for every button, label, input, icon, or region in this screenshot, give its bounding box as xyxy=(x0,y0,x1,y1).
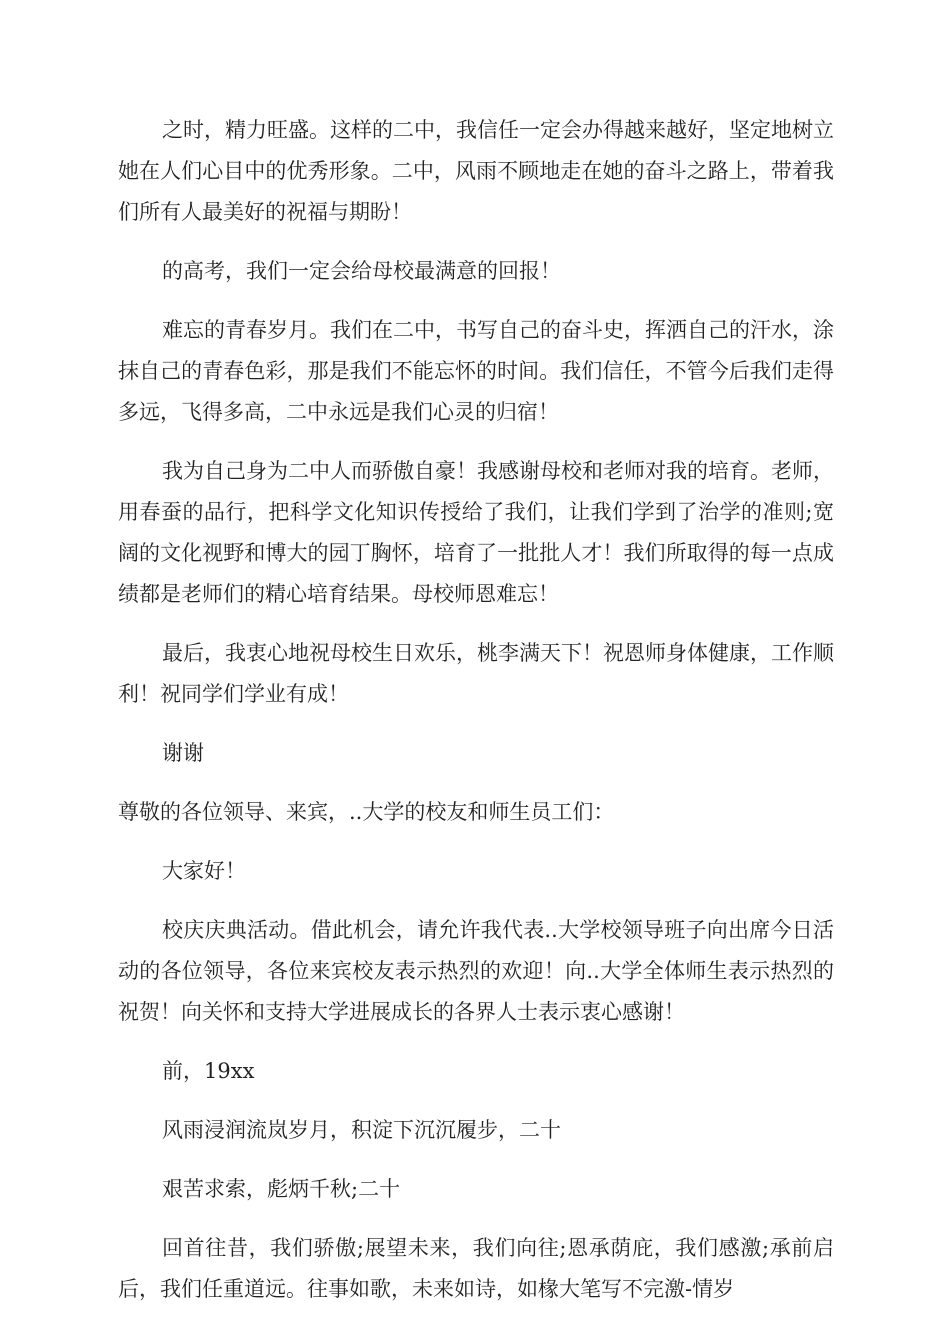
paragraph-6: 谢谢 xyxy=(162,741,204,765)
paragraph-8: 大家好！ xyxy=(162,859,246,883)
paragraph-10: 前，19xx xyxy=(162,1059,255,1083)
document-body xyxy=(118,110,834,1328)
paragraph-13: 回首往昔，我们骄傲;展望未来，我们向往;恩承荫庇，我们感激;承前启后，我们任重道远。往事如歌，未来如诗，如椽大笔写不完激-情岁 xyxy=(118,1236,834,1301)
paragraph-12: 艰苦求索，彪炳千秋;二十 xyxy=(162,1177,401,1201)
paragraph-5: 最后，我衷心地祝母校生日欢乐，桃李满天下！祝恩师身体健康，工作顺利！祝同学们学业有成！ xyxy=(118,641,834,706)
paragraph-11: 风雨浸润流岚岁月，积淀下沉沉履步，二十 xyxy=(162,1118,561,1142)
paragraph-1: 之时，精力旺盛。这样的二中，我信任一定会办得越来越好，坚定地树立她在人们心目中的优秀形象。二中，风雨不顾地走在她的奋斗之路上，带着我们所有人最美好的祝福与期盼！ xyxy=(118,118,834,224)
paragraph-2: 的高考，我们一定会给母校最满意的回报！ xyxy=(162,259,561,283)
paragraph-3: 难忘的青春岁月。我们在二中，书写自己的奋斗史，挥洒自己的汗水，涂抹自己的青春色彩，那是我们不能忘怀的时间。我们信任，不管今后我们走得多远，飞得多高，二中永远是我们心灵的归宿！ xyxy=(118,318,834,424)
paragraph-7: 尊敬的各位领导、来宾，..大学的校友和师生员工们： xyxy=(118,800,615,824)
paragraph-4: 我为自己身为二中人而骄傲自豪！我感谢母校和老师对我的培育。老师，用春蚕的品行，把科学文化知识传授给了我们，让我们学到了治学的准则;宽阔的文化视野和博大的园丁胸怀，培育了一批批人才！我们所取得的每一点成绩都是老师们的精心培育结果。母校师恩难忘！ xyxy=(118,459,834,606)
paragraph-9: 校庆庆典活动。借此机会，请允许我代表..大学校领导班子向出席今日活动的各位领导，各位来宾校友表示热烈的欢迎！向..大学全体师生表示热烈的祝贺！向关怀和支持大学进展成长的各界人士表示衷心感谢！ xyxy=(118,918,834,1024)
